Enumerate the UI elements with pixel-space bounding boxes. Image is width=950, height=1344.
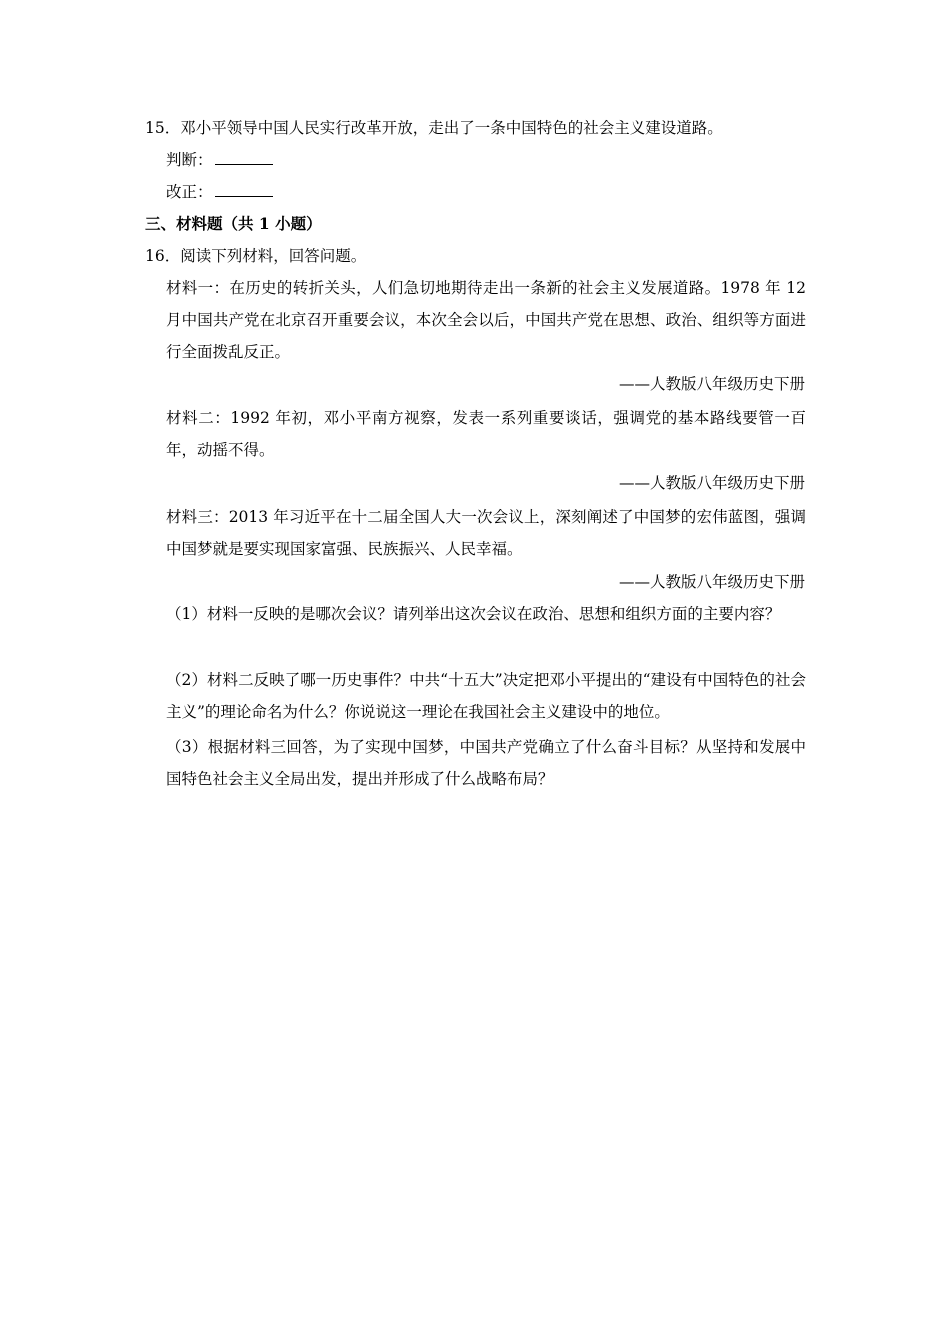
material-2: 材料二：1992 年初，邓小平南方视察，发表一系列重要谈话，强调党的基本路线要管一百年，动摇不得。 [166,409,806,459]
material-2-source: ——人教版八年级历史下册 [618,474,805,492]
question-15-stem: 15．邓小平领导中国人民实行改革开放，走出了一条中国特色的社会主义建设道路。 [145,119,723,137]
correct-answer-blank[interactable] [215,182,273,197]
question-16-stem: 16．阅读下列材料，回答问题。 [145,247,367,265]
material-1-source: ——人教版八年级历史下册 [618,375,805,393]
judge-label: 判断： [166,151,213,169]
question-15-judge-row [166,150,273,170]
material-1: 材料一：在历史的转折关头，人们急切地期待走出一条新的社会主义发展道路。1978 年 12 月中国共产党在北京召开重要会议，本次全会以后，中国共产党在思想、政治、组织等方面进行全面拨乱反正。 [166,279,806,361]
sub-question-1: （1）材料一反映的是哪次会议？请列举出这次会议在政治、思想和组织方面的主要内容？ [166,605,781,623]
question-15-correct-row [166,182,273,202]
sub-question-2: （2）材料二反映了哪一历史事件？中共“十五大”决定把邓小平提出的“建设有中国特色的社会主义”的理论命名为什么？你说说这一理论在我国社会主义建设中的地位。 [166,671,806,721]
material-3-source: ——人教版八年级历史下册 [618,573,805,591]
judge-answer-blank[interactable] [215,150,273,165]
correct-label: 改正： [166,183,213,201]
section-3-title: 三、材料题（共 1 小题） [145,214,322,233]
sub-question-3: （3）根据材料三回答，为了实现中国梦，中国共产党确立了什么奋斗目标？从坚持和发展中国特色社会主义全局出发，提出并形成了什么战略布局？ [166,738,806,788]
material-3: 材料三：2013 年习近平在十二届全国人大一次会议上，深刻阐述了中国梦的宏伟蓝图，强调中国梦就是要实现国家富强、民族振兴、人民幸福。 [166,508,806,558]
